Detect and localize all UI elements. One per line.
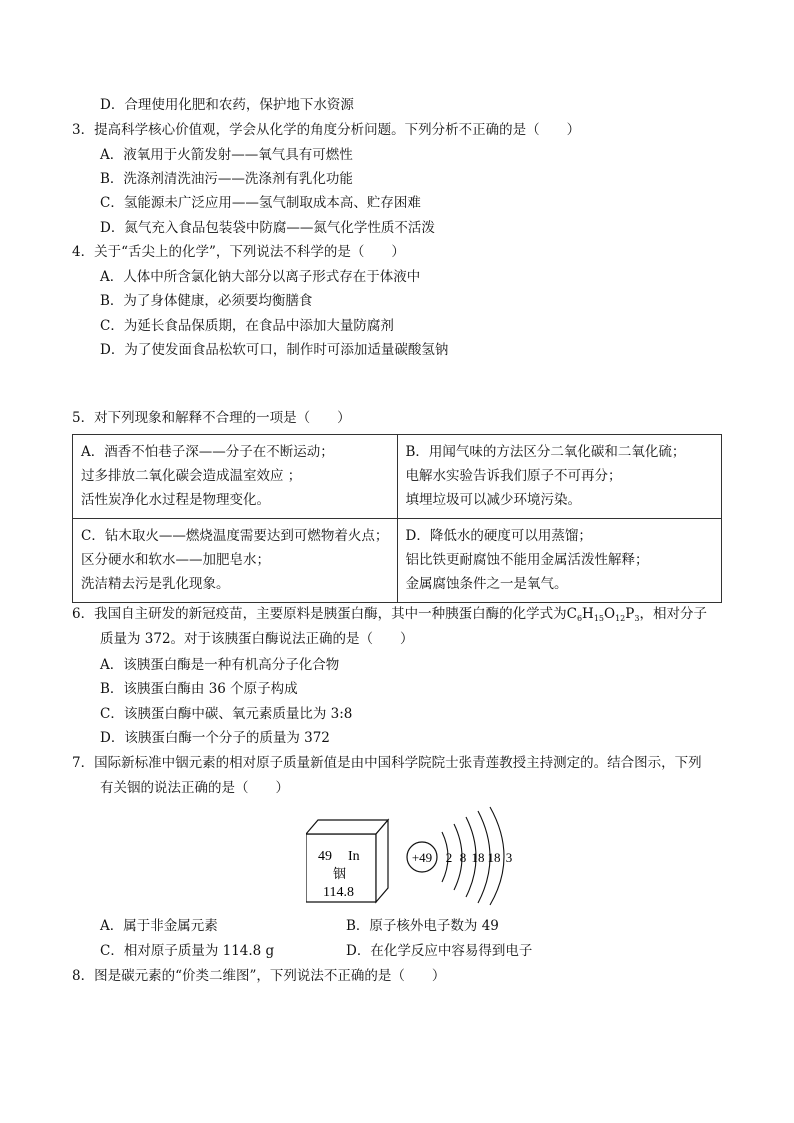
q3-option-c: C．氢能源未广泛应用——氢气制取成本高、贮存困难 [100,195,421,211]
q7-option-c: C．相对原子质量为 114.8 g [100,943,275,959]
q5-cell-c-line: 洗洁精去污是乳化现象。 [81,576,230,592]
q7-stem-line1: 7．国际新标准中铟元素的相对原子质量新值是由中国科学院院士张青莲教授主持测定的。结合图示，下列 [72,755,702,771]
chemical-formula: $C_6H_{15}O_{12}P_3$ [566,606,640,623]
q5-stem: 5．对下列现象和解释不合理的一项是（ ） [72,410,351,426]
q6-option-a: A．该胰蛋白酶是一种有机高分子化合物 [100,657,340,673]
shell-count: 3 [505,850,513,865]
q5-cell-b-line: 填埋垃圾可以减少环境污染。 [405,492,581,508]
shell-count: 18 [471,850,485,865]
q5-cell-b [397,435,722,519]
q5-table [72,434,722,603]
element-symbol: In [348,849,360,864]
q2-option-d: D．合理使用化肥和农药，保护地下水资源 [100,97,354,113]
q6-stem-part1: 6．我国自主研发的新冠疫苗，主要原料是胰蛋白酶，其中一种胰蛋白酶的化学式为 [72,606,567,622]
q5-cell-a [73,435,398,519]
q6-stem-part2: ，相对分子 [639,606,707,622]
q5-cell-a-line: A．酒香不怕巷子深——分子在不断运动； [81,444,334,460]
atomic-mass: 114.8 [323,885,354,900]
q4-option-c: C．为延长食品保质期，在食品中添加大量防腐剂 [100,318,394,334]
q5-cell-d-line: 铝比铁更耐腐蚀不能用金属活泼性解释； [405,552,649,568]
shell-count: 2 [445,850,453,865]
q6-stem-line2: 质量为 372。对于该胰蛋白酶说法正确的是（ ） [100,631,414,647]
q7-option-b: B．原子核外电子数为 49 [346,918,499,934]
element-name: 铟 [333,867,347,882]
q5-cell-d [397,519,722,603]
q5-cell-c-line: C．钻木取火——燃烧温度需要达到可燃物着火点； [81,528,389,544]
q5-cell-d-line: 金属腐蚀条件之一是氧气。 [405,576,568,592]
q8-stem: 8．图是碳元素的“价类二维图”，下列说法不正确的是（ ） [72,968,446,984]
indium-figure [306,806,526,906]
atomic-structure-diagram [407,807,512,905]
q7-stem-line2: 有关铟的说法正确的是（ ） [100,780,289,796]
atomic-number: 49 [318,849,332,864]
q5-cell-c-line: 区分硬水和软水——加肥皂水； [81,552,270,568]
q5-cell-b-line: B．用闻气味的方法区分二氧化碳和二氧化硫； [405,444,686,460]
q3-option-b: B．洗涤剂清洗油污——洗涤剂有乳化功能 [100,171,353,187]
q5-cell-a-line: 活性炭净化水过程是物理变化。 [81,492,270,508]
q4-option-b: B．为了身体健康，必须要均衡膳食 [100,293,313,309]
shell-count: 18 [487,850,501,865]
q5-cell-c [73,519,398,603]
q4-option-d: D．为了使发面食品松软可口，制作时可添加适量碳酸氢钠 [100,342,449,358]
q3-option-d: D．氮气充入食品包装袋中防腐——氮气化学性质不活泼 [100,220,435,236]
element-cell [306,820,388,902]
nucleus-charge: +49 [411,850,433,865]
shell-count: 8 [459,850,467,865]
q3-stem: 3．提高科学核心价值观，学会从化学的角度分析问题。下列分析不正确的是（ ） [72,122,581,138]
q6-stem [72,605,707,628]
q6-option-c: C．该胰蛋白酶中碳、氧元素质量比为 3:8 [100,706,353,722]
q5-cell-b-line: 电解水实验告诉我们原子不可再分； [405,468,622,484]
q7-option-d: D．在化学反应中容易得到电子 [346,943,533,959]
q3-option-a: A．液氧用于火箭发射——氧气具有可燃性 [100,147,353,163]
q6-option-d: D．该胰蛋白酶一个分子的质量为 372 [100,730,330,746]
q7-option-a: A．属于非金属元素 [100,918,218,934]
q5-cell-d-line: D．降低水的硬度可以用蒸馏； [405,528,592,544]
q4-option-a: A．人体中所含氯化钠大部分以离子形式存在于体液中 [100,269,421,285]
q5-cell-a-line: 过多排放二氧化碳会造成温室效应 ； [81,468,302,484]
q4-stem: 4．关于“舌尖上的化学”，下列说法不科学的是（ ） [72,244,405,260]
q6-option-b: B．该胰蛋白酶由 36 个原子构成 [100,681,298,697]
